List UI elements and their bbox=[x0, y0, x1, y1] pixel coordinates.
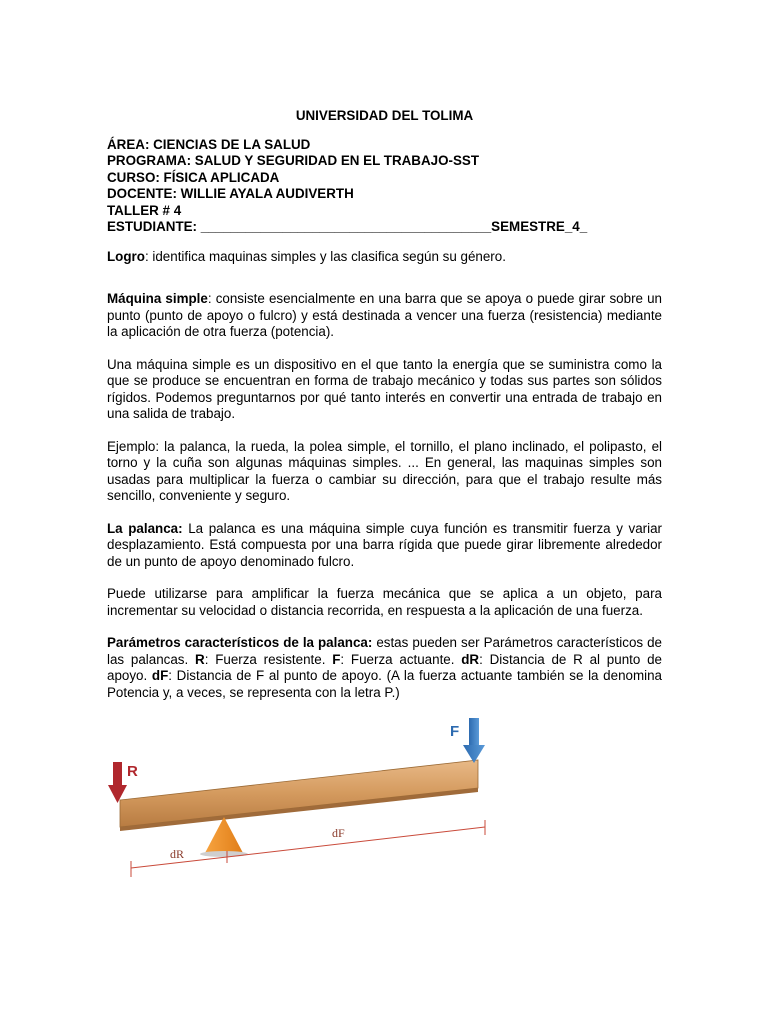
label-df: dF bbox=[332, 826, 345, 840]
curso-line: CURSO: FÍSICA APLICADA bbox=[107, 169, 280, 185]
parametros-text-3: : Fuerza actuante. bbox=[340, 651, 462, 667]
university-title: UNIVERSIDAD DEL TOLIMA bbox=[295, 108, 474, 123]
palanca-paragraph bbox=[107, 521, 662, 571]
docente-line: DOCENTE: WILLIE AYALA AUDIVERTH bbox=[107, 186, 354, 201]
programa-line: PROGRAMA: SALUD Y SEGURIDAD EN EL TRABAJO-SST bbox=[107, 153, 479, 168]
parametros-df-label: dF bbox=[151, 668, 169, 683]
parametros-text-4: : Distancia de R al punto de apoyo. bbox=[107, 651, 662, 683]
area-line: ÁREA: CIENCIAS DE LA SALUD bbox=[107, 136, 311, 152]
label-f: F bbox=[450, 723, 460, 740]
force-arrow bbox=[463, 718, 485, 763]
lever-diagram bbox=[100, 715, 500, 885]
resistance-arrow bbox=[108, 762, 127, 803]
parametros-r-label: R bbox=[195, 651, 205, 667]
parametros-text-5: : Distancia de F al punto de apoyo. (A la fuerza actuante también se la denomina Potencia y, a veces, se representa con la letra P.) bbox=[107, 668, 662, 700]
label-r: R bbox=[127, 763, 138, 780]
label-dr: dR bbox=[170, 847, 185, 861]
document-body bbox=[107, 108, 662, 701]
parametros-paragraph bbox=[107, 635, 662, 701]
parametros-text-2: : Fuerza resistente. bbox=[204, 651, 333, 667]
maquina-simple-label: Máquina simple bbox=[107, 291, 208, 306]
maquina-simple-paragraph bbox=[107, 291, 662, 341]
parametros-text-1: estas pueden ser Parámetros característicos de las palancas. bbox=[107, 635, 662, 667]
energia-paragraph: Una máquina simple es un dispositivo en el que tanto la energía que se suministra como la que se produce se encuentran en forma de trabajo mecánico y todas sus partes son sólidos rígidos. Podemos preguntarnos por qué tanto interés en convertir una entrada de trabajo en una salida de trabajo. bbox=[107, 356, 662, 421]
lever-bar bbox=[120, 760, 478, 827]
fulcrum-shadow bbox=[200, 851, 248, 857]
logro-paragraph bbox=[107, 249, 662, 266]
dimension-df bbox=[227, 820, 485, 857]
palanca-label: La palanca: bbox=[107, 520, 183, 536]
amplificar-paragraph: Puede utilizarse para amplificar la fuerza mecánica que se aplica a un objeto, para incrementar su velocidad o distancia recorrida, en respuesta a la aplicación de una fuerza. bbox=[107, 586, 662, 618]
taller-line: TALLER # 4 bbox=[107, 202, 182, 218]
parametros-f-label: F bbox=[332, 651, 341, 667]
logro-label: Logro bbox=[107, 248, 145, 264]
estudiante-line: ESTUDIANTE: _______________________________________SEMESTRE_4_ bbox=[107, 219, 588, 234]
fulcrum-triangle bbox=[205, 817, 243, 853]
palanca-text: La palanca es una máquina simple cuya función es transmitir fuerza y variar desplazamiento. Está compuesta por una barra rígida que puede girar libremente alrededor de un punto de apoyo denominado fulcro. bbox=[107, 520, 662, 569]
ejemplo-paragraph: Ejemplo: la palanca, la rueda, la polea simple, el tornillo, el plano inclinado, el polipasto, el torno y la cuña son algunas máquinas simples. ... En general, las maquinas simples son usadas para multiplicar la fuerza o cambiar su dirección, para que el trabajo resulte más sencillo, conveniente y seguro. bbox=[107, 438, 662, 503]
maquina-simple-text: : consiste esencialmente en una barra que se apoya o puede girar sobre un punto (punto de apoyo o fulcro) y está destinada a vencer una fuerza (resistencia) mediante la aplicación de otra fuerza (potencia). bbox=[107, 291, 662, 339]
parametros-dr-label: dR bbox=[461, 651, 480, 667]
logro-text: : identifica maquinas simples y las clasifica según su género. bbox=[144, 248, 506, 264]
parametros-label: Parámetros característicos de la palanca: bbox=[107, 635, 373, 650]
